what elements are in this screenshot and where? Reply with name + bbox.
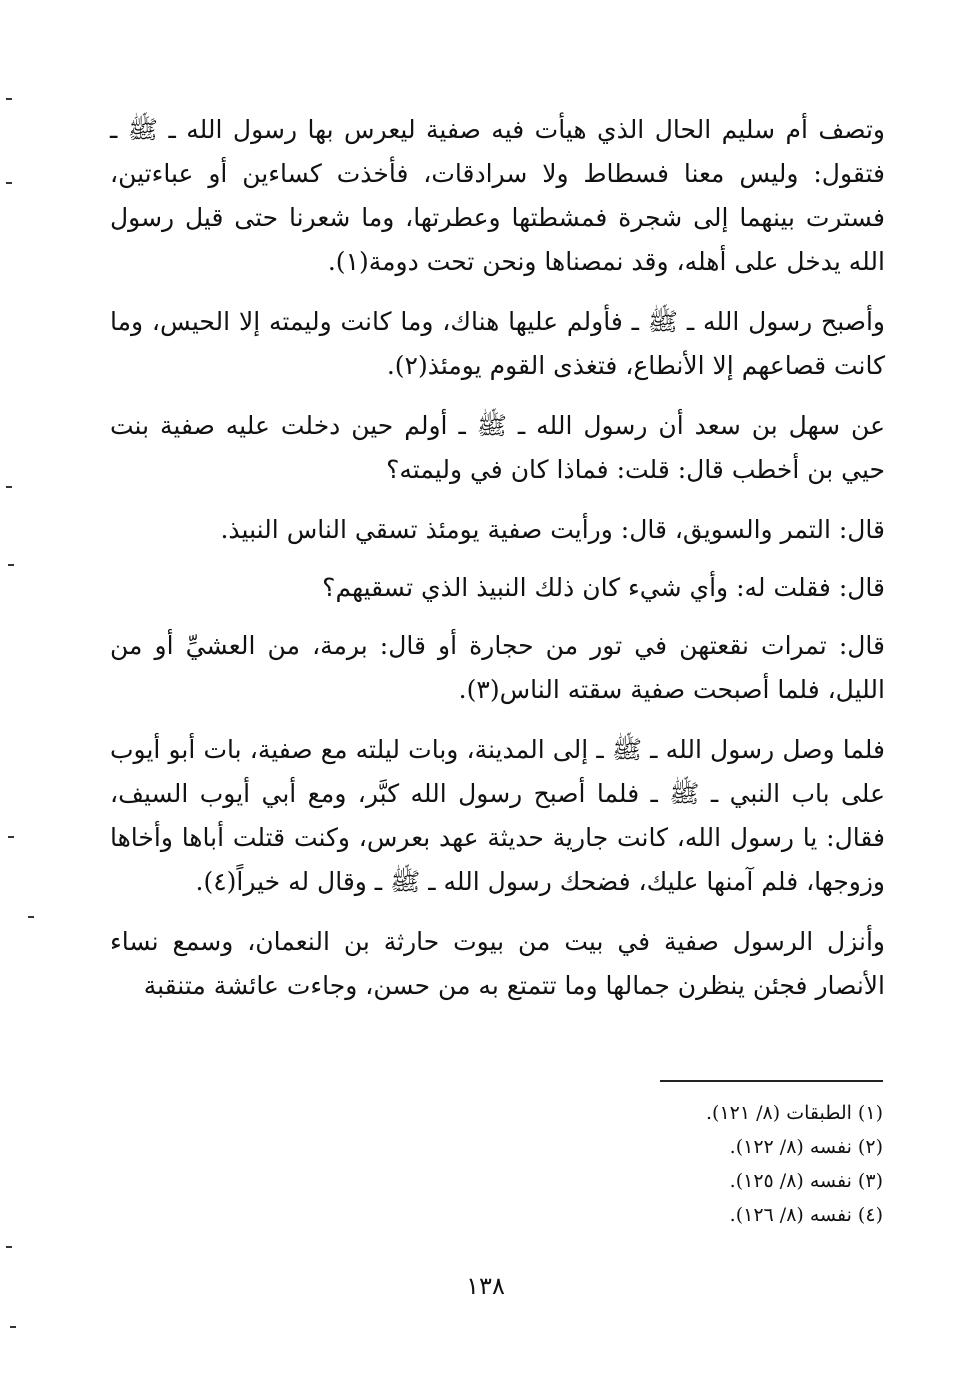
footnote-2: (٢) نفسه (٨/ ١٢٢).: [729, 1136, 883, 1158]
footnote-3: (٣) نفسه (٨/ ١٢٥).: [729, 1170, 883, 1192]
scan-speck: [10, 1326, 16, 1328]
paragraph-5: قال: فقلت له: وأي شيء كان ذلك النبيذ الذي تسقيهم؟: [322, 573, 885, 602]
paragraph-1: وتصف أم سليم الحال الذي هيأت فيه صفية ليعرس بها رسول الله ـ ﷺ ـ فتقول: وليس معنا فسطاط ولا سرادقات، فأخذت كساءين أو عباءتين، فسترت بينهما إلى شجرة فمشطتها وعطرتها، وما شعرنا حتى قيل رسول الله يدخل على أهله، وقد نمصناها ونحن تحت دومة(١).: [110, 115, 885, 276]
footnote-4: (٤) نفسه (٨/ ١٢٦).: [729, 1204, 883, 1226]
scan-speck: [8, 564, 14, 566]
paragraph-6: قال: تمرات نقعتهن في تور من حجارة أو قال: برمة، من العشيِّ أو من الليل، فلما أصبحت صفية سقته الناس(٣).: [110, 631, 885, 704]
paragraph-3: عن سهل بن سعد أن رسول الله ـ ﷺ ـ أولم حين دخلت عليه صفية بنت حيي بن أخطب قال: قلت: فماذا كان في وليمته؟: [110, 411, 885, 484]
main-text: [110, 108, 885, 1024]
scan-speck: [28, 916, 34, 918]
paragraph-7: فلما وصل رسول الله ـ ﷺ ـ إلى المدينة، وبات ليلته مع صفية، بات أبو أيوب على باب النبي ـ ﷺ ـ فلما أصبح رسول الله كبَّر، ومع أبي أيوب السيف، فقال: يا رسول الله، كانت جارية حديثة عهد بعرس، وكنت قتلت أباها وأخاها وزوجها، فلم آمنها عليك، فضحك رسول الله ـ ﷺ ـ وقال له خيراً(٤).: [110, 735, 885, 896]
scan-speck: [8, 836, 14, 838]
paragraph-8: وأنزل الرسول صفية في بيت من بيوت حارثة بن النعمان، وسمع نساء الأنصار فجئن ينظرن جمالها وما تتمتع به من حسن، وجاءت عائشة متنقبة: [110, 927, 885, 1000]
scan-speck: [6, 1246, 12, 1248]
footnote-1: (١) الطبقات (٨/ ١٢١).: [706, 1102, 883, 1124]
page-number: ١٣٨: [466, 1272, 505, 1300]
scan-speck: [6, 486, 12, 488]
footnote-divider: [660, 1080, 883, 1082]
scan-speck: [6, 182, 12, 184]
footnotes: [560, 1096, 883, 1232]
scan-speck: [6, 98, 12, 100]
paragraph-2: وأصبح رسول الله ـ ﷺ ـ فأولم عليها هناك، وما كانت وليمته إلا الحيس، وما كانت قصاعهم إلا الأنطاع، فتغذى القوم يومئذ(٢).: [110, 307, 885, 380]
paragraph-4: قال: التمر والسويق، قال: ورأيت صفية يومئذ تسقي الناس النبيذ.: [220, 515, 885, 544]
